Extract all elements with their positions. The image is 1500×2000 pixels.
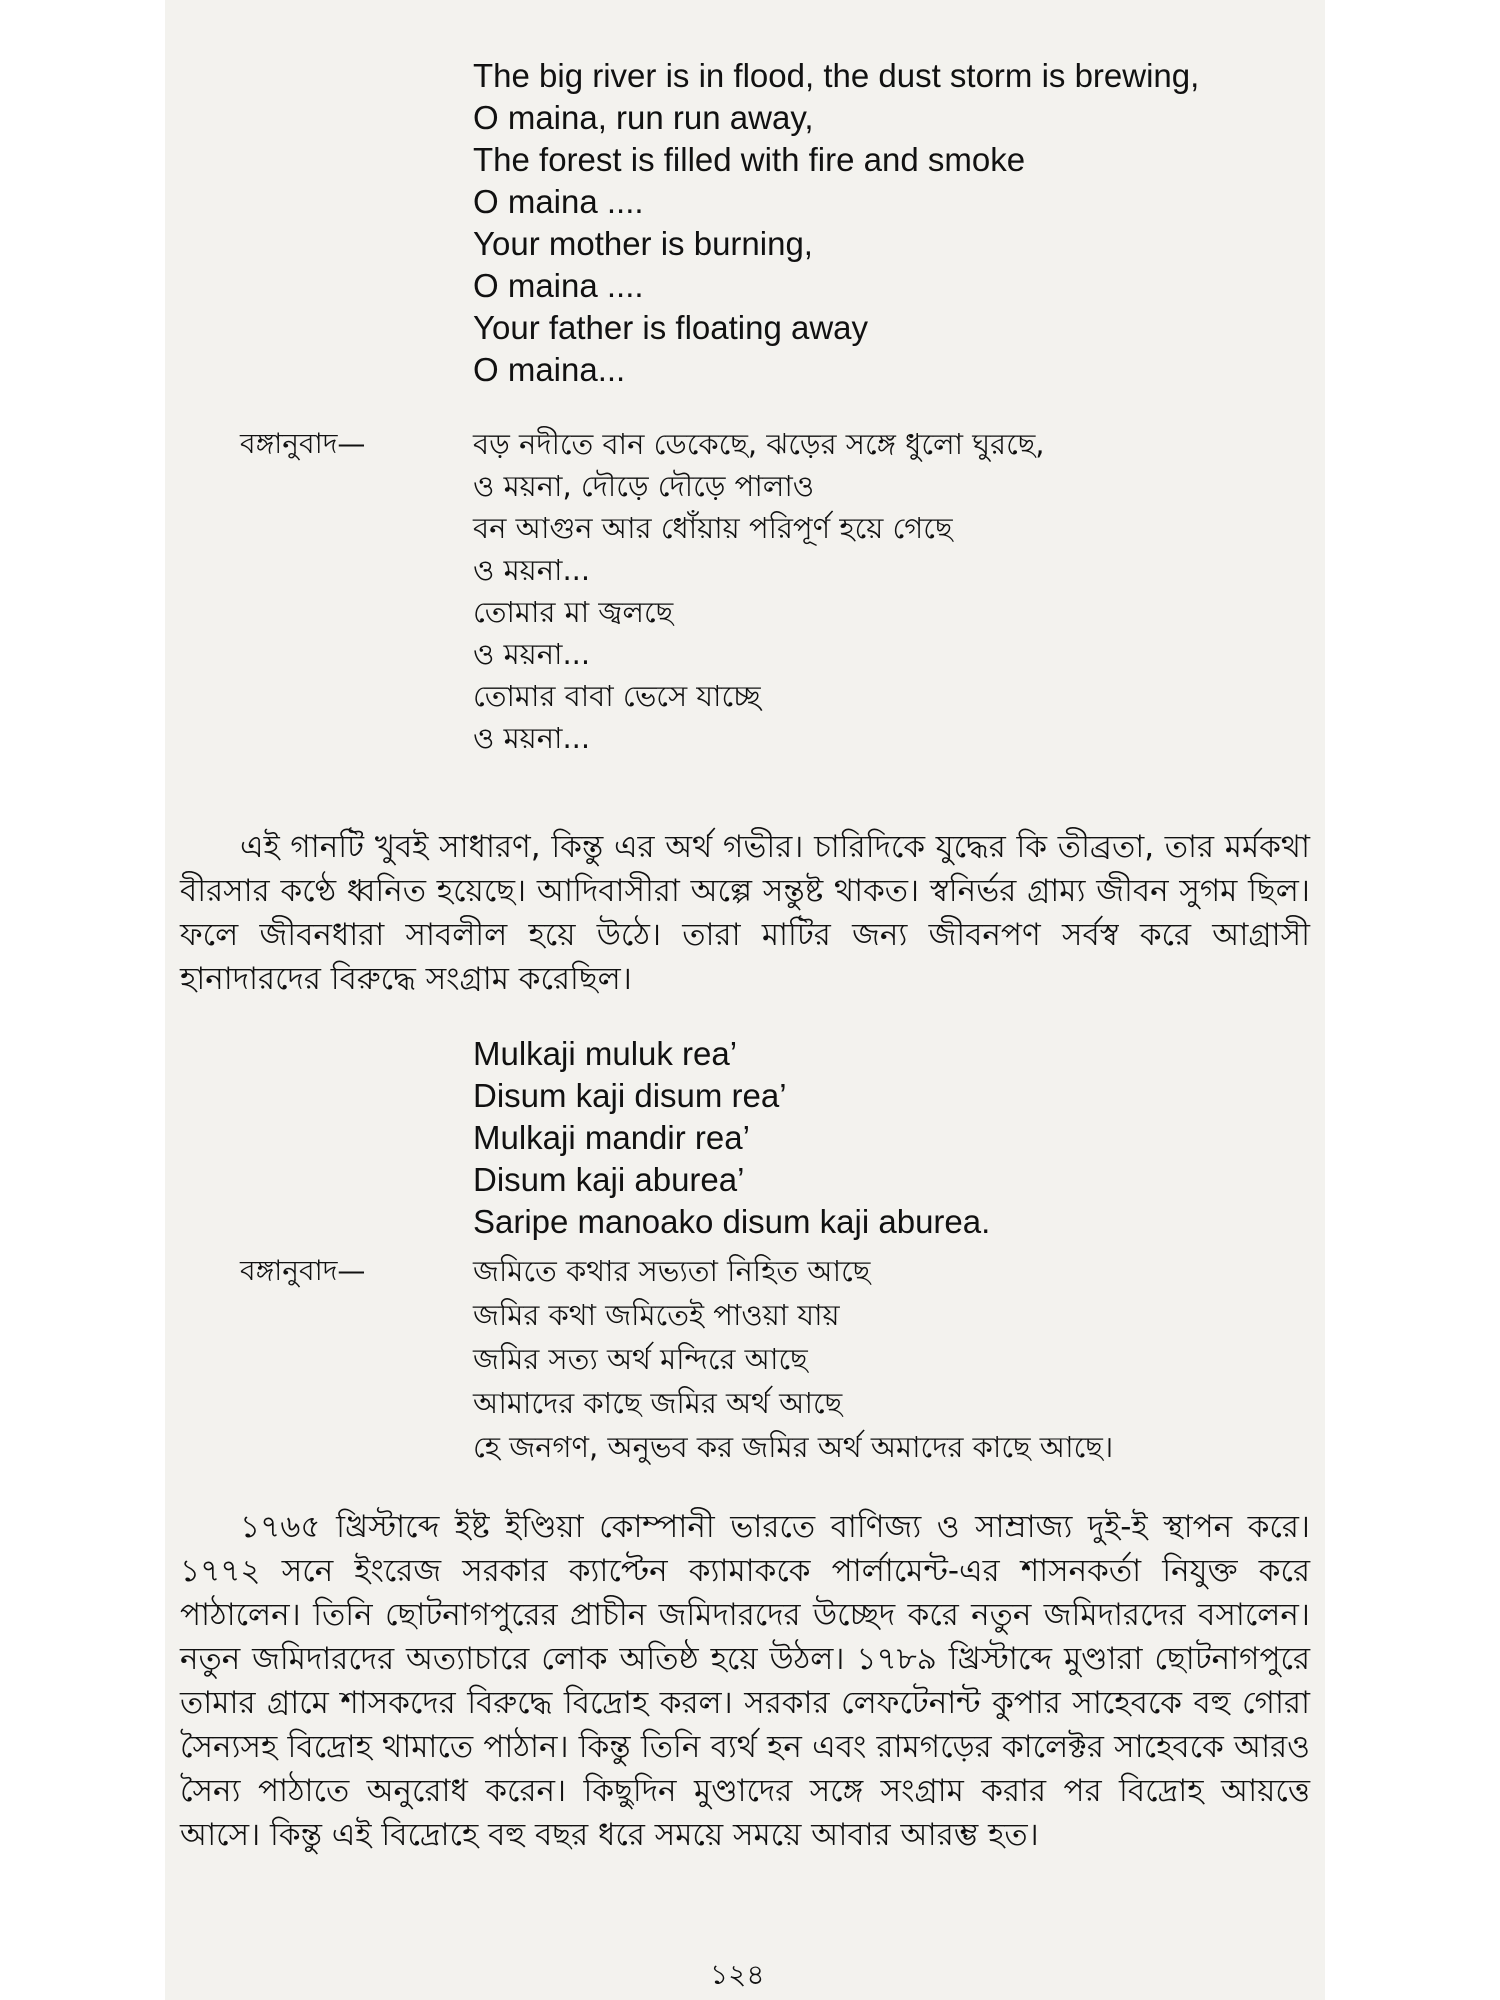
verse-line: ও ময়না... bbox=[473, 637, 591, 671]
verse-line: Your father is floating away bbox=[473, 309, 869, 346]
poem1-english bbox=[473, 55, 1199, 391]
verse-line: O maina... bbox=[473, 351, 626, 388]
verse-line: Saripe manoako disum kaji aburea. bbox=[473, 1203, 991, 1240]
verse-line: বন আগুন আর ধোঁয়ায় পরিপূর্ণ হয়ে গেছে bbox=[473, 511, 953, 545]
body-paragraph: ১৭৬৫ খ্রিস্টাব্দে ইষ্ট ইণ্ডিয়া কোম্পানী ভারতে বাণিজ্য ও সাম্রাজ্য দুই-ই স্থাপন করে। ১৭৭২ সনে ইংরেজ সরকার ক্যাপ্টেন ক্যামাককে পার্লামেন্ট-এর শাসনকর্তা নিযুক্ত করে পাঠালেন। তিনি ছোটনাগপুরের প্রাচীন জমিদারদের উচ্ছেদ করে নতুন জমিদারদের বসালেন। নতুন জমিদারদের অত্যাচারে লোক অতিষ্ঠ হয়ে উঠল। ১৭৮৯ খ্রিস্টাব্দে মুণ্ডারা ছোটনাগপুরে তামার গ্রামে শাসকদের বিরুদ্ধে বিদ্রোহ করল। সরকার লেফটেনান্ট কুপার সাহেবকে বহু গোরা সৈন্যসহ বিদ্রোহ থামাতে পাঠান। কিন্তু তিনি ব্যর্থ হন এবং রামগড়ের কালেক্টর সাহেবকে আরও সৈন্য পাঠাতে অনুরোধ করেন। কিছুদিন মুণ্ডাদের সঙ্গে সংগ্রাম করার পর বিদ্রোহ আয়ত্তে আসে। কিন্তু এই বিদ্রোহে বহু বছর ধরে সময়ে সময়ে আবার আরম্ভ হত। bbox=[180, 1509, 1310, 1853]
verse-line: Disum kaji disum rea’ bbox=[473, 1077, 787, 1114]
page-number: ১২৪ bbox=[710, 1958, 765, 1991]
verse-line: ও ময়না, দৌড়ে দৌড়ে পালাও bbox=[473, 469, 815, 503]
verse-line: The forest is filled with fire and smoke bbox=[473, 141, 1026, 178]
body-paragraph: এই গানটি খুবই সাধারণ, কিন্তু এর অর্থ গভীর। চারিদিকে যুদ্ধের কি তীব্রতা, তার মর্মকথা বীরসার কণ্ঠে ধ্বনিত হয়েছে। আদিবাসীরা অল্পে সন্তুষ্ট থাকত। স্বনির্ভর গ্রাম্য জীবন সুগম ছিল। ফলে জীবনধারা সাবলীল হয়ে উঠে। তারা মাটির জন্য জীবনপণ সর্বস্ব করে আগ্রাসী হানাদারদের বিরুদ্ধে সংগ্রাম করেছিল। bbox=[180, 829, 1310, 997]
verse-line: The big river is in flood, the dust storm is brewing, bbox=[473, 57, 1200, 94]
verse-line: তোমার বাবা ভেসে যাচ্ছে bbox=[473, 679, 761, 713]
poem1-bengali bbox=[473, 423, 1045, 759]
verse-line: Mulkaji muluk rea’ bbox=[473, 1035, 738, 1072]
verse-line: Mulkaji mandir rea’ bbox=[473, 1119, 750, 1156]
verse-line: জমিতে কথার সভ্যতা নিহিত আছে bbox=[473, 1254, 871, 1288]
verse-line: O maina .... bbox=[473, 183, 644, 220]
poem2-bengali bbox=[473, 1250, 1113, 1470]
verse-line: O maina, run run away, bbox=[473, 99, 814, 136]
verse-line: তোমার মা জ্বলছে bbox=[473, 595, 674, 629]
translation-label: বঙ্গানুবাদ— bbox=[240, 1254, 366, 1287]
verse-line: ও ময়না... bbox=[473, 553, 591, 587]
verse-line: O maina .... bbox=[473, 267, 644, 304]
verse-line: Your mother is burning, bbox=[473, 225, 813, 262]
verse-line: Disum kaji aburea’ bbox=[473, 1161, 745, 1198]
poem2-english bbox=[473, 1033, 990, 1243]
verse-line: বড় নদীতে বান ডেকেছে, ঝড়ের সঙ্গে ধুলো ঘুরছে, bbox=[473, 427, 1045, 461]
verse-line: ও ময়না... bbox=[473, 721, 591, 755]
book-page bbox=[165, 0, 1325, 2000]
translation-label: বঙ্গানুবাদ— bbox=[240, 427, 366, 460]
verse-line: জমির সত্য অর্থ মন্দিরে আছে bbox=[473, 1342, 808, 1376]
verse-line: আমাদের কাছে জমির অর্থ আছে bbox=[473, 1386, 843, 1420]
verse-line: হে জনগণ, অনুভব কর জমির অর্থ অমাদের কাছে আছে। bbox=[473, 1430, 1114, 1464]
verse-line: জমির কথা জমিতেই পাওয়া যায় bbox=[473, 1298, 840, 1332]
